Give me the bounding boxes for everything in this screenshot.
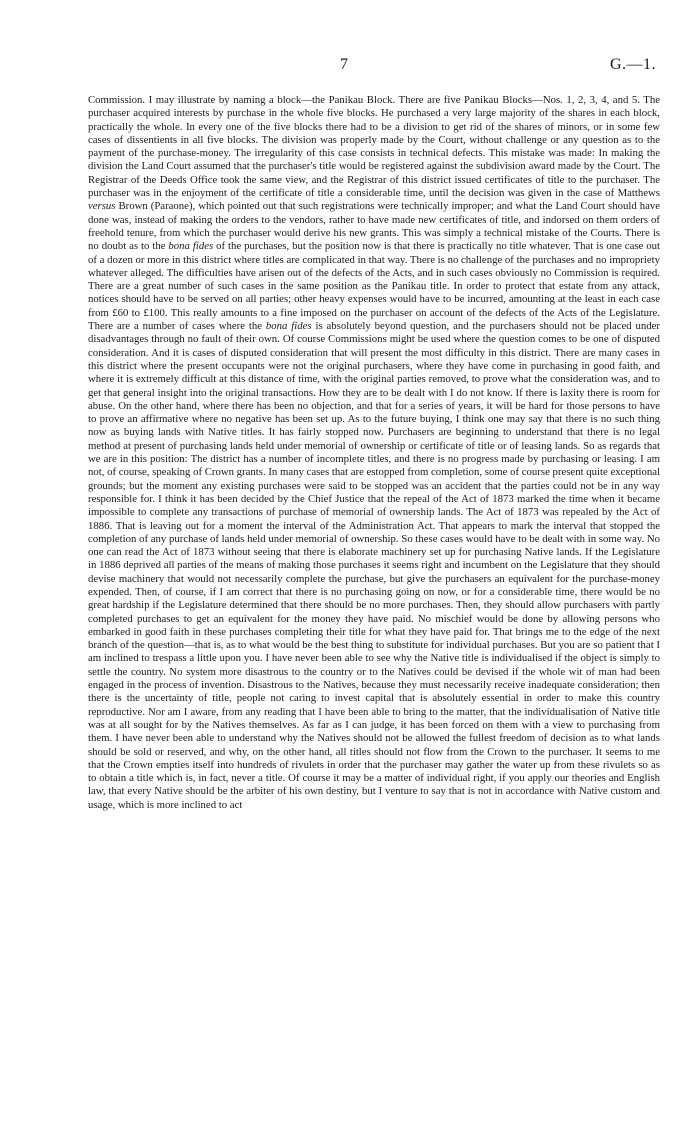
document-reference: G.—1. — [609, 56, 656, 73]
italic-term: bona fides — [168, 240, 214, 253]
italic-term: bona fides — [265, 320, 312, 333]
body-text-segment: Commission. I may illustrate by naming a block—the Panikau Block. There are five Panikau Blocks—Nos. 1, 2, 3, 4, and 5. The purchaser acquired interests by purchase in the whole five blocks. He purchased a very large majority of the shares in each block, practically the whole. In every one of the five blocks there had to be a division to get rid of the shares of minors, or in some few cases of dissentients in all five blocks. The division was properly made by the Court, without challenge or any question as to the payment of the purchase-money. The irregularity of this case consists in technical defects. This mistake was made: In making the division the Land Court assumed that the purchaser's title would be registered against the subdivision award made by the Court. The Registrar of the Deeds Office took the same view, and the Registrar of this district issued certificates of title to the purchaser. The purchaser was in the enjoyment of the certificate of title a considerable time, until the decision was given in the case of Matthews — [88, 94, 660, 200]
body-text-segment: Brown (Paraone), which pointed out that such registrations were technically improper; and what the Land Court should have done was, instead of making the orders to the vendors, rather to have made new certificates of title, and indorsed on them orders of freehold tenure, from which the purchaser would derive his new grants. This was simply a technical mistake of the Courts. There is no doubt as to the — [88, 200, 660, 253]
body-text-segment: is absolutely beyond question, and the purchasers should not be placed under disadvantages through no fault of their own. Of course Commissions might be used where the question comes to be one of disputed consideration. And it is cases of disputed consideration that will present the most difficulty in this district. There are many cases in this district where the present occupants were not the original purchasers, where they have come in purchasing in good faith, and where it is extremely difficult at this distance of time, with the original parties removed, to prove what the consideration was, and to get that general insight into the original transactions. How they are to be dealt with I do not know. If there is laxity there is room for abuse. On the other hand, where there has been no objection, and that for a series of years, it will be hard for those persons to have to prove an affirmative where no negative has been set up. As to the future buying, I think one may say that there is no such thing now as buying lands with Native titles. It has fairly stopped now. Purchasers are beginning to understand that there is no legal method at present of purchasing lands held under memorial of ownership or certificate of title or of leasing lands. So as regards that we are in this position: The district has a number of incomplete titles, and there is no progress made by purchasing or leasing. I am not, of course, speaking of Crown grants. In many cases that are estopped from completion, some of course present quite exceptional grounds; but the moment any existing purchases were said to be stopped was an accident that the parties could not be in any way responsible for. I think it has been decided by the Chief Justice that the repeal of the Act of 1873 marked the time when it became impossible to complete any transactions of purchase of memorial of ownership lands. The Act of 1873 was repealed by the Act of 1886. That is leaving out for a moment the interval of the Administration Act. That appears to mark the interval that stopped the completion of any purchase of lands held under memorial of ownership. So these cases would have to be dealt with in some way. No one can read the Act of 1873 without seeing that there is elaborate machinery set up for purchasing Native lands. If the Legislature in 1886 deprived all parties of the means of making those purchases it seems right and incumbent on the Legislature that they should devise machinery that would not necessarily complete the purchase, but give the purchasers an equivalent for the purchase-money expended. Then, of course, if I am correct that there is no purchasing going on now, or for a considerable time, there would be no great hardship if the Legislature determined that there should be no more purchases. Then, they should allow purchasers with partly completed purchases to get an equivalent for the money they have paid. No mischief would be done by allowing persons who embarked in good faith in these purchases completing their title for what they have paid for. That brings me to the edge of the next branch of the question—that is, as to what would be the best thing to substitute for individual purchases. But you are so patient that I am inclined to trespass a little upon you. I have never been able to see why the Native title is individualised if the object is simply to settle the country. No system more disastrous to the country or to the Natives could be devised if the whole wit of man had been engaged in the process of invention. Disastrous to the Natives, because they must necessarily receive inadequate consideration; then there is the uncertainty of title, people not caring to invest capital that is absolutely essential in order to make this country reproductive. Nor am I aware, from any reading that I have been able to bring to the matter, that the individualisation of Native title was at all sought for by the Natives themselves. As far as I can judge, it has been forced on them with a view to purchasing from them. I have never been able to understand why the Natives should not be allowed the fullest freedom of decision as to what lands should be sold or reserved, and why, on the other hand, all titles should not flow from the Crown to the purchaser. It seems to me that the Crown empties itself into hundreds of rivulets in order that the purchaser may gather the water up from these rivulets so as to obtain a title which is, in fact, never a title. Of course it may be a matter of individual right, if you apply our theories and English law, that every Native should be the arbiter of his own destiny, but I venture to say that is not in accordance with Native custom and usage, which is more inclined to act — [88, 320, 660, 811]
body-paragraph — [88, 94, 660, 812]
italic-term: versus — [88, 200, 116, 213]
body-text-segment: of the purchases, but the position now is that there is practically no title whatever. That is one case out of a dozen or more in this district where titles are complicated in that way. There is no challenge of the purchases and no impropriety whatever alleged. The difficulties have arisen out of the defects of the Acts, and in such cases obviously no Commission is required. There are a great number of such cases in the same position as the Panikau title. In order to protect that estate from any attack, notices should have to be served on all parties; other heavy expenses would have to be incurred, amounting at the least in each case from £60 to £100. This really amounts to a fine imposed on the purchaser on account of the defects of the Acts of the Legislature. There are a number of cases where the — [88, 240, 660, 333]
page-number: 7 — [340, 56, 348, 73]
